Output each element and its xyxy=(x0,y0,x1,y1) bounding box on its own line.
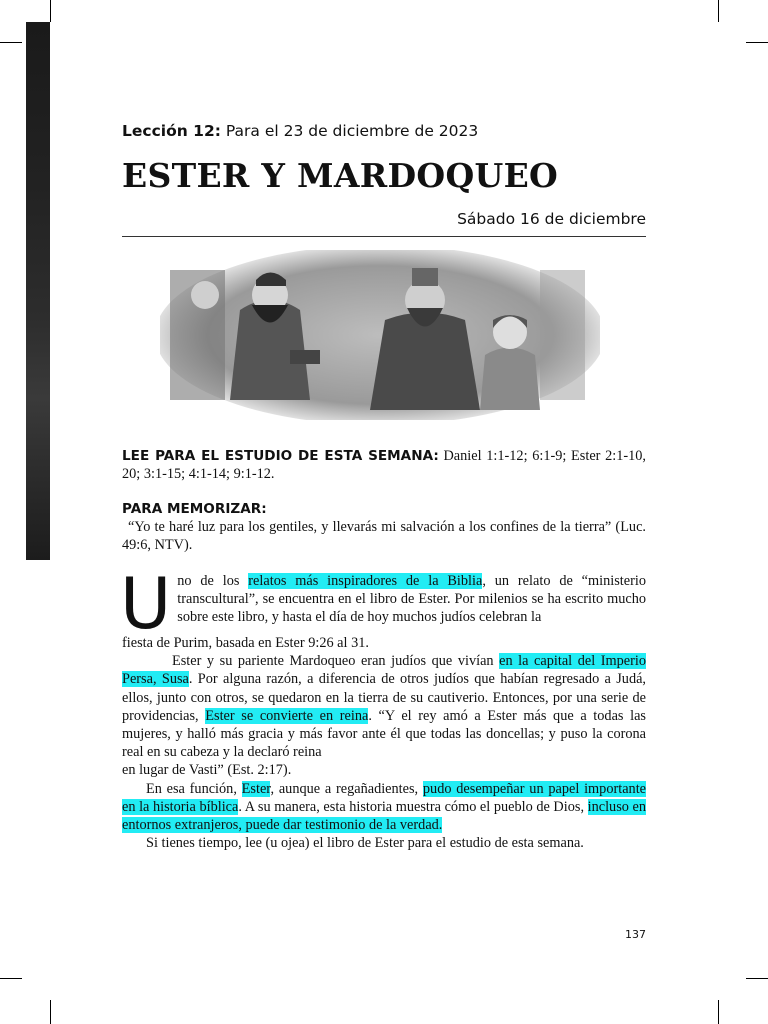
title-divider xyxy=(122,236,646,237)
lesson-body xyxy=(120,563,647,852)
paragraph-4: Si tienes tiempo, lee (u ojea) el libro de Ester para el estudio de esta semana. xyxy=(146,835,584,852)
text-run: , un relato de “ministerio transcultural”, se encuentra en el libro de Ester. Por milenios se ha escrito mucho sobre este libro, y hasta el día de hoy muchos judíos celebran la xyxy=(177,573,646,626)
crop-mark xyxy=(746,978,768,979)
paragraph-2 xyxy=(122,652,646,761)
ester-mardoqueo-illustration xyxy=(160,250,600,420)
crop-mark xyxy=(718,0,719,22)
crop-mark xyxy=(0,42,22,43)
memory-label: PARA MEMORIZAR: xyxy=(122,501,267,517)
paragraph-2-tail: en lugar de Vasti” (Est. 2:17). xyxy=(122,762,292,779)
text-run: . “Y el rey amó a Ester más que a todas las mujeres, y halló más gracia y más favor ante él que todas las doncellas; y puso la corona real en su cabeza y la declaró reina xyxy=(122,707,646,761)
crop-mark xyxy=(746,42,768,43)
crop-mark xyxy=(50,0,51,22)
memory-verse: “Yo te haré luz para los gentiles, y llevarás mi salvación a los confines de la tierra” (Luc. 49:6, NTV). xyxy=(122,519,646,554)
day-date: Sábado 16 de diciembre xyxy=(457,210,646,228)
paragraph-3 xyxy=(122,780,646,835)
text-run: En esa función, xyxy=(146,780,242,797)
page-number: 137 xyxy=(625,928,646,941)
drop-cap: U xyxy=(120,563,172,645)
lesson-label: Lección 12: xyxy=(122,122,221,140)
memory-verse-section xyxy=(122,500,646,555)
highlight: en la capital del Imperio Persa, Susa xyxy=(122,653,646,688)
text-run: . A su manera, esta historia muestra cómo el pueblo de Dios, xyxy=(238,798,588,815)
text-run: . Por alguna razón, a diferencia de otros judíos que habían regresado a Judá, ellos, junto con otros, se quedaron en la tierra de su cautiverio. Entonces, por una serie de providencias, xyxy=(122,671,647,724)
highlight: incluso en entornos extranjeros, puede dar testimonio de la verdad. xyxy=(122,798,646,834)
highlight: Ester xyxy=(241,780,271,797)
text-run: Ester y su pariente Mardoqueo eran judíos que vivían xyxy=(172,653,500,670)
dark-bleed-strip xyxy=(26,22,50,560)
reading-label: LEE PARA EL ESTUDIO DE ESTA SEMANA: xyxy=(122,448,439,464)
highlight: Ester se convierte en reina xyxy=(205,707,369,724)
text-run: no de los xyxy=(177,573,249,589)
crop-mark xyxy=(718,1000,719,1024)
crop-mark xyxy=(50,1000,51,1024)
lesson-line xyxy=(122,122,478,140)
reading-assignment xyxy=(122,447,646,483)
reading-references: Daniel 1:1-12; 6:1-9; Ester 2:1-10, 20; 3:1-15; 4:1-14; 9:1-12. xyxy=(122,448,646,483)
highlight: pudo desempeñar un papel importante en la historia bíblica xyxy=(122,780,647,815)
highlight: relatos más inspiradores de la Biblia xyxy=(248,573,483,589)
page-title: ESTER Y MARDOQUEO xyxy=(122,156,559,195)
text-run: , aunque a regañadientes, xyxy=(270,780,423,797)
paragraph-1-tail: fiesta de Purim, basada en Ester 9:26 al 31. xyxy=(122,635,369,651)
crop-mark xyxy=(0,978,22,979)
lesson-date: Para el 23 de diciembre de 2023 xyxy=(225,122,479,140)
